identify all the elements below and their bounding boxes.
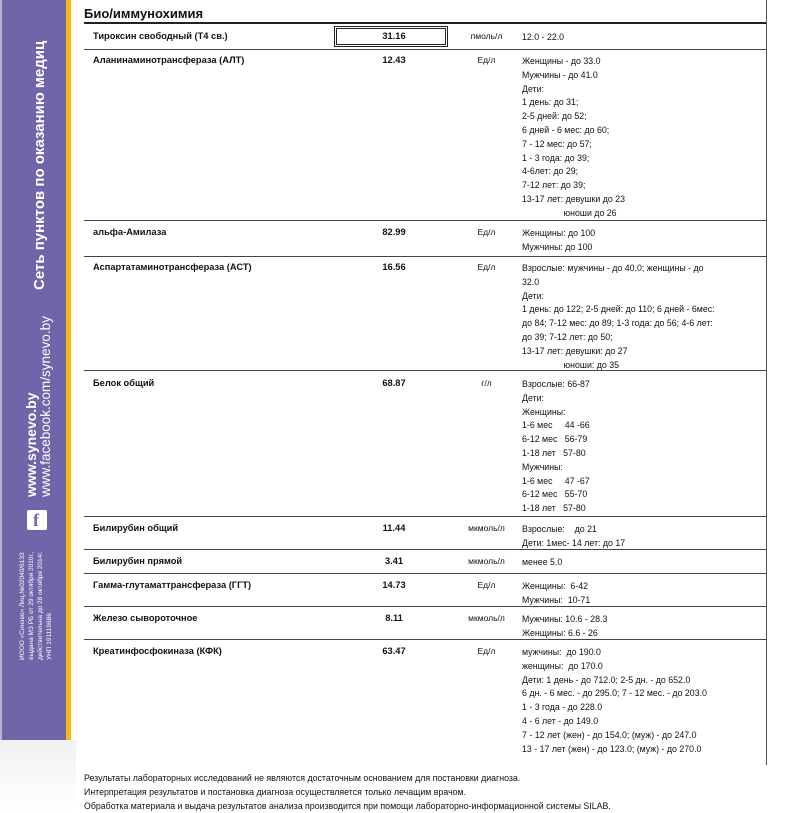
reference-line: менее 5.0 — [522, 557, 563, 567]
row-divider — [84, 49, 766, 50]
reference-line: 6-12 мес 55-70 — [522, 489, 588, 500]
reference-line: Мужчины - до 41.0 — [522, 69, 598, 80]
test-name: Железо сывороточное — [93, 613, 198, 623]
reference-line: юноши до 26 — [522, 207, 617, 218]
legal-line-1: ИООО «Синэво» Лиц.№02040/6133 — [19, 552, 26, 660]
test-value: 3.41 — [384, 556, 404, 566]
row-divider — [84, 256, 766, 257]
reference-line: 7-12 лет: до 39; — [522, 180, 586, 191]
sidebar-slogan: Сеть пунктов по оказанию медиц — [31, 40, 48, 290]
reference-line: Мужчины: — [522, 461, 563, 472]
reference-line: 1-6 мес 47 -67 — [522, 475, 590, 486]
reference-line: Дети: — [522, 83, 544, 94]
reference-line: Взрослые: 66-87 — [522, 379, 590, 389]
reference-line: до 84; 7-12 мес: до 89; 1-3 года: до 56; 4-6 лет: — [522, 318, 713, 329]
test-value: 14.73 — [382, 580, 406, 590]
test-name: Белок общий — [93, 378, 155, 388]
test-name: Тироксин свободный (Т4 св.) — [93, 31, 228, 41]
reference-range — [522, 262, 767, 372]
test-unit: Ед/л — [477, 55, 496, 65]
sidebar-banner — [0, 0, 66, 762]
reference-line: 13 - 17 лет (жен) - до 123.0; (муж) - до 270.0 — [522, 743, 702, 754]
reference-line: 2-5 дней: до 52; — [522, 111, 587, 122]
reference-range — [522, 378, 767, 516]
row-divider — [84, 516, 766, 517]
reference-line: Дети: — [522, 290, 544, 301]
reference-line: 6-12 мес 56-79 — [522, 434, 588, 445]
test-name: Аланинаминотрансфераза (АЛТ) — [93, 55, 245, 65]
section-title: Био/иммунохимия — [84, 6, 204, 21]
reference-line: 1-18 лет 57-80 — [522, 503, 586, 514]
test-name: альфа-Амилаза — [93, 227, 167, 237]
reference-line: Женщины: 6.6 - 26 — [522, 627, 598, 638]
test-unit: Ед/л — [477, 646, 496, 656]
reference-range — [522, 55, 767, 221]
reference-range — [522, 227, 767, 255]
reference-line: юноши: до 35 — [522, 359, 620, 370]
reference-line: до 39; 7-12 лет: до 50; — [522, 331, 613, 342]
test-value: 82.99 — [382, 227, 406, 237]
footer-notes — [84, 771, 611, 813]
footer-line: Интерпретация результатов и постановка диагноза осуществляется только лечащим врачом. — [84, 787, 467, 797]
reference-line: 6 дней - 6 мес: до 60; — [522, 124, 610, 135]
reference-line: 1-6 мес 44 -66 — [522, 420, 590, 431]
test-value: 8.11 — [385, 613, 403, 623]
reference-line: 13-17 лет: девушки до 23 — [522, 193, 626, 204]
reference-range — [522, 646, 767, 756]
reference-line: 12.0 - 22.0 — [522, 32, 565, 42]
test-value: 16.56 — [382, 262, 406, 272]
test-value: 63.47 — [382, 646, 406, 656]
test-name: Аспартатаминотрансфераза (АСТ) — [93, 262, 252, 272]
reference-line: женщины: до 170.0 — [522, 660, 603, 671]
reference-line: 1-18 лет 57-80 — [522, 447, 586, 458]
test-unit: пмоль/л — [470, 31, 503, 41]
test-unit: Ед/л — [477, 262, 496, 272]
test-unit: мкмоль/л — [468, 556, 505, 566]
row-divider — [84, 606, 766, 607]
reference-line: Взрослые: мужчины - до 40.0; женщины - до — [522, 263, 704, 273]
reference-range — [522, 523, 767, 551]
test-name: Креатинфосфокиназа (КФК) — [93, 646, 222, 656]
test-unit: мкмоль/л — [468, 613, 505, 623]
reference-line: 32.0 — [522, 276, 540, 287]
reference-line: 1 день: до 31; — [522, 97, 579, 108]
test-name: Билирубин общий — [93, 523, 179, 533]
reference-line: 1 день: до 122; 2-5 дней: до 110; 6 дней - 6мес: — [522, 304, 715, 315]
reference-line: Дети: — [522, 392, 544, 403]
reference-line: 13-17 лет: девушки: до 27 — [522, 345, 628, 356]
test-value: 68.87 — [382, 378, 406, 388]
sidebar-fade — [0, 740, 76, 813]
reference-line: мужчины: до 190.0 — [522, 647, 601, 657]
row-divider — [84, 573, 766, 574]
test-name: Гамма-глутаматтрансфераза (ГГТ) — [93, 580, 252, 590]
reference-range — [522, 31, 767, 45]
reference-range — [522, 580, 767, 608]
row-divider — [84, 639, 766, 640]
footer-line: Результаты лабораторных исследований не являются достаточным основанием для постановки диагноза. — [84, 773, 521, 783]
row-divider — [84, 220, 766, 221]
legal-line-2: выдана МЗ РБ от 29 октября 2010г., — [28, 551, 35, 660]
reference-line: 1 - 3 года - до 228.0 — [522, 702, 603, 713]
website-link[interactable]: www.synevo.by — [23, 392, 39, 497]
row-divider — [84, 370, 766, 371]
test-name: Билирубин прямой — [93, 556, 183, 566]
facebook-link[interactable]: www.facebook.com/synevo.by — [38, 316, 53, 497]
reference-line: Дети: 1 день - до 712.0; 2-5 дн. - до 652.0 — [522, 674, 691, 685]
reference-line: 7 - 12 лет (жен) - до 154.0; (муж) - до 247.0 — [522, 729, 697, 740]
reference-line: 4-6лет: до 29; — [522, 166, 579, 177]
test-value: 11.44 — [382, 523, 406, 533]
test-value: 31.16 — [382, 31, 406, 41]
reference-line: Мужчины: до 100 — [522, 241, 593, 252]
test-unit: Ед/л — [477, 227, 496, 237]
reference-line: Женщины: до 100 — [522, 228, 596, 238]
facebook-icon[interactable]: f — [27, 510, 47, 530]
test-unit: г/л — [481, 378, 492, 388]
legal-line-4: УНП 191119686 — [46, 613, 53, 660]
reference-line: Дети: 1мес- 14 лет: до 17 — [522, 537, 626, 548]
test-unit: мкмоль/л — [468, 523, 505, 533]
footer-line: Обработка материала и выдача результатов анализа производится при помощи лабораторно-информационной системы SILAB. — [84, 801, 611, 811]
reference-line: 4 - 6 лет - до 149.0 — [522, 715, 599, 726]
reference-line: Женщины: — [522, 406, 566, 417]
reference-line: Мужчины: 10-71 — [522, 594, 591, 605]
sidebar-accent-stripe — [66, 0, 71, 757]
reference-line: Взрослые: до 21 — [522, 524, 597, 534]
section-divider — [84, 22, 766, 24]
legal-line-3: действительна до 28 октября 2014г. — [37, 551, 44, 660]
reference-range — [522, 613, 767, 641]
reference-line: 7 - 12 мес: до 57; — [522, 138, 592, 149]
reference-line: 6 дн. - 6 мес. - до 295.0; 7 - 12 мес. - до 203.0 — [522, 688, 707, 699]
reference-line: 1 - 3 года: до 39; — [522, 152, 590, 163]
reference-line: Женщины: 6-42 — [522, 581, 589, 591]
reference-range — [522, 556, 767, 570]
reference-line: Мужчины: 10.6 - 28.3 — [522, 614, 608, 624]
reference-line: Женщины - до 33.0 — [522, 56, 601, 66]
test-unit: Ед/л — [477, 580, 496, 590]
test-value: 12.43 — [382, 55, 406, 65]
row-divider — [84, 549, 766, 550]
